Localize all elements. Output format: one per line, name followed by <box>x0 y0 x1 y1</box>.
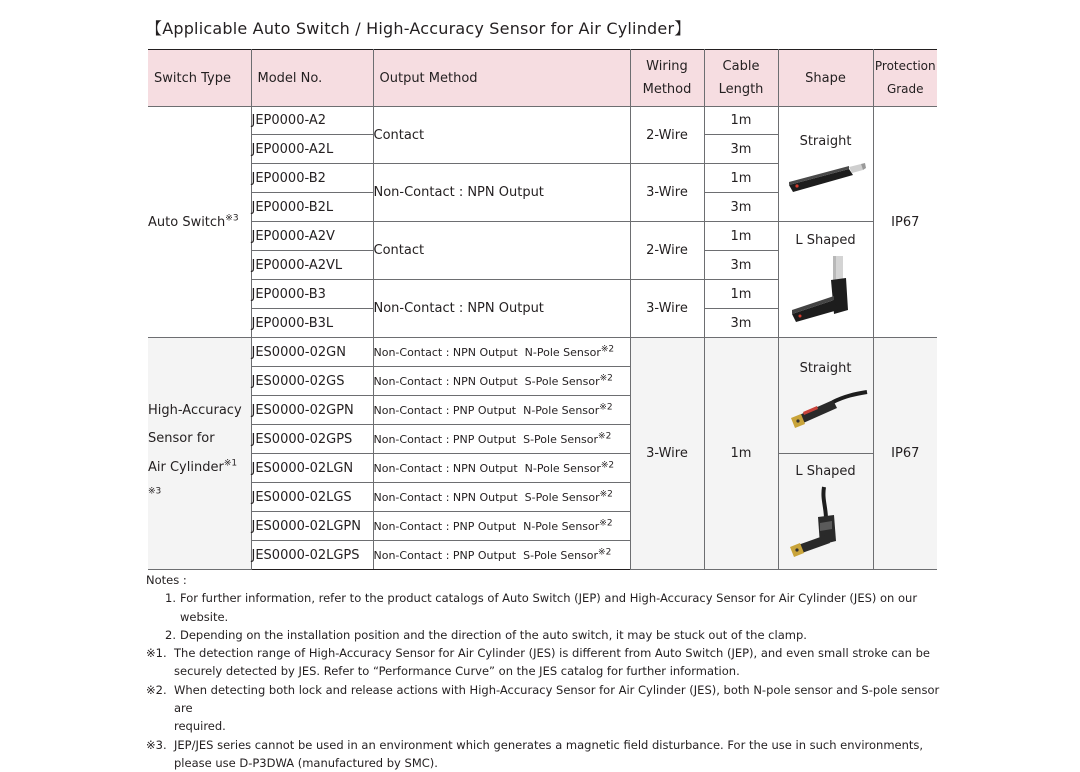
table-header-row <box>148 50 937 107</box>
shape-cell-l-shaped: L Shaped <box>778 222 873 338</box>
header-output-method: Output Method <box>373 50 630 107</box>
model-cell: JEP0000-A2VL <box>251 251 373 280</box>
model-cell: JEP0000-B2L <box>251 193 373 222</box>
output-method-cell: Non-Contact : PNP Output S-Pole Sensor$^{※2}$ <box>373 541 630 570</box>
header-model-no: Model No. <box>251 50 373 107</box>
output-method-cell: Non-Contact : PNP Output N-Pole Sensor$^{※2}$ <box>373 396 630 425</box>
shape-cell-l-shaped: L Shaped <box>778 454 873 570</box>
protection-grade-cell: IP67 <box>873 107 937 338</box>
output-method-cell: Non-Contact : NPN Output S-Pole Sensor$^{※2}$ <box>373 367 630 396</box>
model-cell: JES0000-02GN <box>251 338 373 367</box>
cable-cell: 3m <box>704 135 778 164</box>
header-shape: Shape <box>778 50 873 107</box>
sensor-type-cell: High-Accuracy Sensor for Air Cylinder$^{※1 ※3}$ <box>148 338 251 570</box>
protection-grade-cell: IP67 <box>873 338 937 570</box>
output-method-cell: Non-Contact : NPN Output <box>373 280 630 338</box>
cable-cell: 1m <box>704 107 778 135</box>
shape-cell-straight: Straight <box>778 338 873 454</box>
table-row <box>148 338 937 367</box>
output-method-cell: Non-Contact : PNP Output N-Pole Sensor$^{※2}$ <box>373 512 630 541</box>
model-cell: JES0000-02GS <box>251 367 373 396</box>
straight-auto-switch-image <box>783 155 869 195</box>
note-item: ※2. When detecting both lock and release actions with High-Accuracy Sensor for Air Cylinder (JES), both N-pole sensor and S-pole sensor are required. <box>146 682 940 734</box>
page-title: 【Applicable Auto Switch / High-Accuracy Sensor for Air Cylinder】 <box>146 19 691 38</box>
auto-switch-type-cell: Auto Switch$^{※3}$ <box>148 107 251 338</box>
model-cell: JEP0000-A2L <box>251 135 373 164</box>
header-protection-grade: Protection Grade <box>873 50 937 107</box>
model-cell: JEP0000-B2 <box>251 164 373 193</box>
header-cable-length: Cable Length <box>704 50 778 107</box>
table-row <box>148 107 937 135</box>
l-shaped-sensor-image <box>786 485 866 559</box>
note-item: ※1. The detection range of High-Accuracy Sensor for Air Cylinder (JES) is different from Auto Switch (JEP), and even small stroke can be securely detected by JES. Refer to “Performance Curve” on the JES catalog for further information. <box>146 646 931 679</box>
notes-heading: Notes : <box>146 573 187 587</box>
table-row <box>148 454 937 483</box>
cable-cell: 3m <box>704 309 778 338</box>
output-method-cell: Contact <box>373 222 630 280</box>
notes-section <box>146 571 946 772</box>
model-cell: JEP0000-A2 <box>251 107 373 135</box>
cable-cell: 1m <box>704 338 778 570</box>
output-method-cell: Non-Contact : NPN Output N-Pole Sensor$^{※2}$ <box>373 338 630 367</box>
header-wiring-method: Wiring Method <box>630 50 704 107</box>
model-cell: JES0000-02LGPS <box>251 541 373 570</box>
cable-cell: 1m <box>704 222 778 251</box>
shape-cell-straight: Straight <box>778 107 873 222</box>
cable-cell: 1m <box>704 280 778 309</box>
model-cell: JES0000-02GPN <box>251 396 373 425</box>
model-cell: JEP0000-B3 <box>251 280 373 309</box>
output-method-cell: Contact <box>373 107 630 164</box>
straight-sensor-image <box>783 382 869 430</box>
header-switch-type: Switch Type <box>148 50 251 107</box>
model-cell: JES0000-02LGS <box>251 483 373 512</box>
wiring-cell: 3-Wire <box>630 164 704 222</box>
model-cell: JES0000-02LGPN <box>251 512 373 541</box>
output-method-cell: Non-Contact : NPN Output <box>373 164 630 222</box>
note-item: ※3. JEP/JES series cannot be used in an environment which generates a magnetic field disturbance. For the use in such environments, please use D-P3DWA (manufactured by SMC). <box>146 737 924 770</box>
note-item: 2. Depending on the installation position and the direction of the auto switch, it may be stuck out of the clamp. <box>165 627 807 642</box>
output-method-cell: Non-Contact : NPN Output S-Pole Sensor$^{※2}$ <box>373 483 630 512</box>
model-cell: JES0000-02LGN <box>251 454 373 483</box>
model-cell: JEP0000-B3L <box>251 309 373 338</box>
output-method-cell: Non-Contact : NPN Output N-Pole Sensor$^{※2}$ <box>373 454 630 483</box>
model-cell: JES0000-02GPS <box>251 425 373 454</box>
wiring-cell: 2-Wire <box>630 222 704 280</box>
switch-spec-table <box>148 49 937 570</box>
model-cell: JEP0000-A2V <box>251 222 373 251</box>
cable-cell: 1m <box>704 164 778 193</box>
wiring-cell: 3-Wire <box>630 280 704 338</box>
cable-cell: 3m <box>704 251 778 280</box>
table-row <box>148 222 937 251</box>
output-method-cell: Non-Contact : PNP Output S-Pole Sensor$^{※2}$ <box>373 425 630 454</box>
note-item: 1. For further information, refer to the product catalogs of Auto Switch (JEP) and High-Accuracy Sensor for Air Cylinder (JES) on our website. <box>165 591 918 624</box>
cable-cell: 3m <box>704 193 778 222</box>
l-shaped-auto-switch-image <box>786 254 866 326</box>
wiring-cell: 2-Wire <box>630 107 704 164</box>
wiring-cell: 3-Wire <box>630 338 704 570</box>
